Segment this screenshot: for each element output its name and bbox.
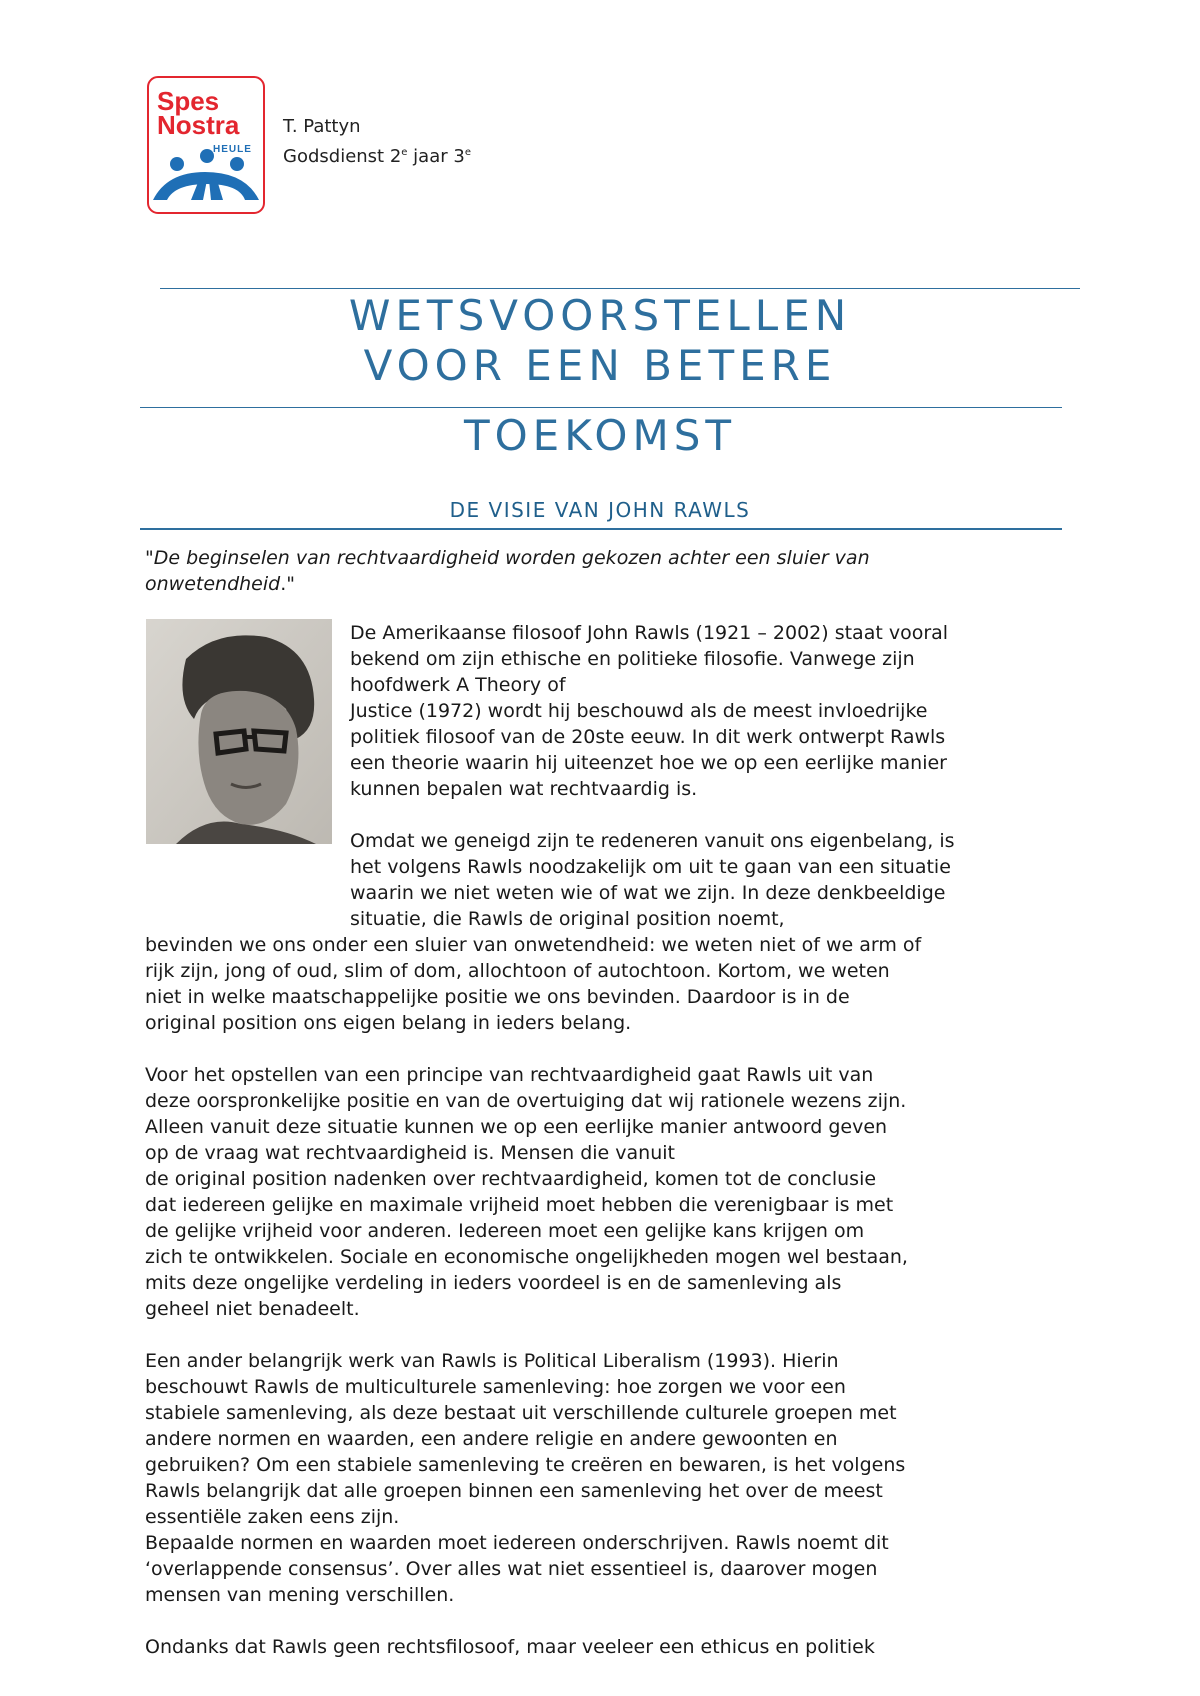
paragraph-line: de gelijke vrijheid voor anderen. Iedereen moet een gelijke kans krijgen om <box>145 1220 865 1242</box>
paragraph-line: waarin we niet weten wie of wat we zijn. In deze denkbeeldige <box>350 882 946 904</box>
page-title-line3: TOEKOMST <box>463 411 737 460</box>
paragraph-line: essentiële zaken eens zijn. <box>145 1506 400 1528</box>
paragraph-line: het volgens Rawls noodzakelijk om uit te gaan van een situatie <box>350 856 951 878</box>
paragraph-line: kunnen bepalen wat rechtvaardig is. <box>350 778 698 800</box>
paragraph-line: Voor het opstellen van een principe van rechtvaardigheid gaat Rawls uit van <box>145 1064 874 1086</box>
paragraph-line: rijk zijn, jong of oud, slim of dom, allochtoon of autochtoon. Kortom, we weten <box>145 960 890 982</box>
logo-text-heule: HEULE <box>213 144 252 155</box>
paragraph-2-full <box>145 932 921 1036</box>
author-name: T. Pattyn <box>283 116 361 137</box>
title-rule-middle <box>140 407 1062 408</box>
paragraph-line: politiek filosoof van de 20ste eeuw. In dit werk ontwerpt Rawls <box>350 726 946 748</box>
paragraph-line: mensen van mening verschillen. <box>145 1584 455 1606</box>
paragraph-line: Een ander belangrijk werk van Rawls is Political Liberalism (1993). Hierin <box>145 1350 839 1372</box>
paragraph-line: dat iedereen gelijke en maximale vrijheid moet hebben die verenigbaar is met <box>145 1194 894 1216</box>
paragraph-line: op de vraag wat rechtvaardigheid is. Mensen die vanuit <box>145 1142 675 1164</box>
logo-text-spes: Spes <box>157 86 220 116</box>
paragraph-line: De Amerikaanse filosoof John Rawls (1921 – 2002) staat vooral <box>350 622 949 644</box>
paragraph-5 <box>145 1634 875 1660</box>
intro-quote: "De beginselen van rechtvaardigheid worden gekozen achter een sluier van onwetendheid." <box>145 547 870 595</box>
paragraph-line: Ondanks dat Rawls geen rechtsfilosoof, maar veeleer een ethicus en politiek <box>145 1636 875 1658</box>
paragraph-line: beschouwt Rawls de multiculturele samenleving: hoe zorgen we voor een <box>145 1376 846 1398</box>
document-header <box>283 114 471 170</box>
paragraph-line: Omdat we geneigd zijn te redeneren vanuit ons eigenbelang, is <box>350 830 955 852</box>
page-title-line1: WETSVOORSTELLEN <box>348 291 852 340</box>
paragraph-line: hoofdwerk A Theory of <box>350 674 566 696</box>
john-rawls-portrait <box>146 619 332 844</box>
paragraph-line: de original position nadenken over rechtvaardigheid, komen tot de conclusie <box>145 1168 877 1190</box>
paragraph-line: stabiele samenleving, als deze bestaat uit verschillende culturele groepen met <box>145 1402 897 1424</box>
school-logo <box>147 76 265 214</box>
title-rule-top <box>160 288 1080 289</box>
paragraph-4 <box>145 1348 905 1608</box>
paragraph-line: Rawls belangrijk dat alle groepen binnen een samenleving het over de meest <box>145 1480 883 1502</box>
section-heading: DE VISIE VAN JOHN RAWLS <box>449 498 751 522</box>
paragraph-line: Justice (1972) wordt hij beschouwd als de meest invloedrijke <box>350 700 928 722</box>
paragraph-1 <box>350 620 948 802</box>
subtitle-rule <box>140 528 1062 530</box>
paragraph-line: Alleen vanuit deze situatie kunnen we op een eerlijke manier antwoord geven <box>145 1116 888 1138</box>
logo-text-nostra: Nostra <box>157 110 240 140</box>
paragraph-line: ‘overlappende consensus’. Over alles wat niet essentieel is, daarover mogen <box>145 1558 878 1580</box>
paragraph-line: original position ons eigen belang in ieders belang. <box>145 1012 632 1034</box>
paragraph-line: geheel niet benadeelt. <box>145 1298 360 1320</box>
paragraph-line: andere normen en waarden, een andere religie en andere gewoonten en <box>145 1428 838 1450</box>
paragraph-line: gebruiken? Om een stabiele samenleving te creëren en bewaren, is het volgens <box>145 1454 906 1476</box>
paragraph-3 <box>145 1062 908 1322</box>
paragraph-line: een theorie waarin hij uiteenzet hoe we op een eerlijke manier <box>350 752 947 774</box>
paragraph-line: bevinden we ons onder een sluier van onwetendheid: we weten niet of we arm of <box>145 934 922 956</box>
paragraph-line: niet in welke maatschappelijke positie we ons bevinden. Daardoor is in de <box>145 986 850 1008</box>
paragraph-line: bekend om zijn ethische en politieke filosofie. Vanwege zijn <box>350 648 915 670</box>
page-title-line2: VOOR EEN BETERE <box>363 341 837 390</box>
course-label: Godsdienst 2e jaar 3e <box>283 146 471 167</box>
paragraph-2-indented <box>350 828 955 932</box>
paragraph-line: zich te ontwikkelen. Sociale en economische ongelijkheden mogen wel bestaan, <box>145 1246 908 1268</box>
paragraph-line: deze oorspronkelijke positie en van de overtuiging dat wij rationele wezens zijn. <box>145 1090 907 1112</box>
paragraph-line: mits deze ongelijke verdeling in ieders voordeel is en de samenleving als <box>145 1272 842 1294</box>
paragraph-line: situatie, die Rawls de original position noemt, <box>350 908 785 930</box>
paragraph-line: Bepaalde normen en waarden moet iedereen onderschrijven. Rawls noemt dit <box>145 1532 889 1554</box>
